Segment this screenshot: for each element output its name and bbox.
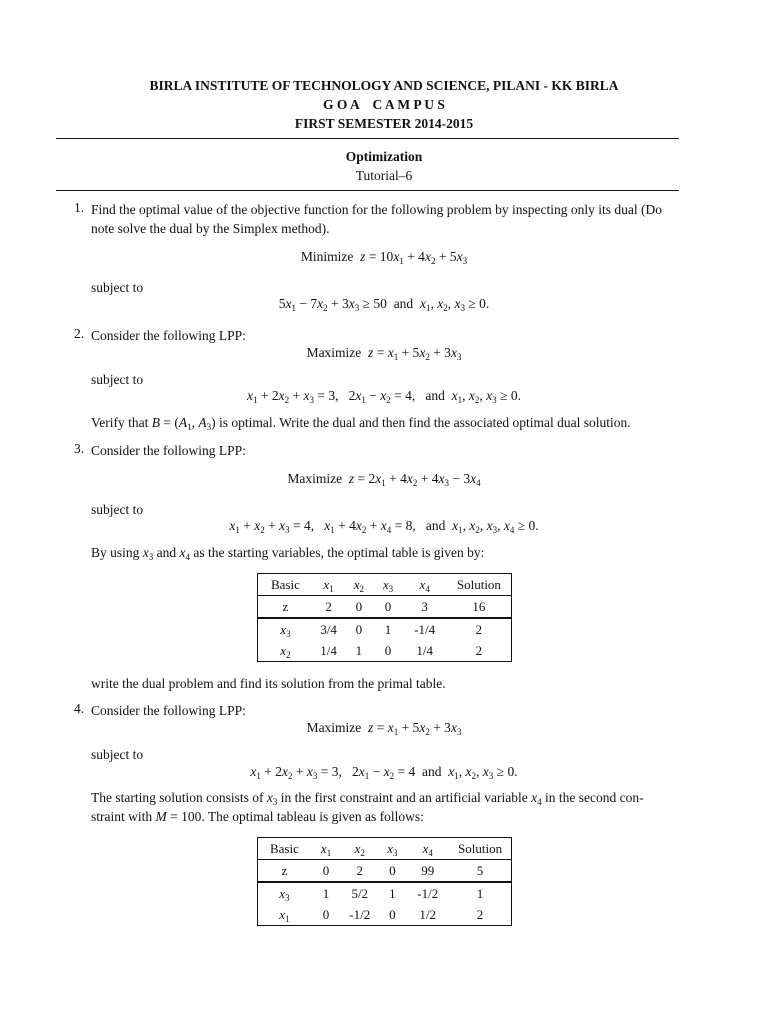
problem-2-verify: Verify that $B = (A_1$, $A_3$) is optimal. Write the dual and then find the associated optimal dual solution.	[91, 415, 631, 432]
problem-2-subject-to: subject to	[91, 372, 144, 387]
problem-3-by-using: By using $x_3$ and $x_4$ as the starting variables, the optimal table is given by:	[91, 545, 485, 562]
problem-3-constraints: $x_1 + x_2 + x_3 = 4$, $x_1 + 4x_2 + x_4 = 8$, and $x_1$, $x_2$, $x_3$, $x_4 \ge 0$.	[229, 518, 539, 535]
table-cell: -1/2	[406, 882, 449, 904]
table-cell: 0	[311, 904, 341, 926]
table-header-cell: $x_4$	[403, 574, 447, 596]
problem-4-table	[257, 837, 512, 926]
table-cell: $x_1$	[258, 904, 311, 926]
table-row	[258, 860, 512, 883]
problem-3-number: 3.	[74, 441, 85, 456]
table-header-row	[258, 838, 512, 860]
table-row	[258, 596, 512, 619]
table-header-cell: $x_1$	[313, 574, 344, 596]
table-cell: 1/2	[406, 904, 449, 926]
table-cell: 3/4	[313, 618, 344, 640]
table-cell: 1	[373, 618, 402, 640]
header-rule	[56, 138, 679, 139]
problem-2-text: Consider the following LPP:	[91, 328, 246, 343]
table-cell: 1	[311, 882, 341, 904]
table-header-cell: Basic	[258, 574, 313, 596]
table-cell: 5/2	[341, 882, 378, 904]
table-cell: 0	[378, 860, 406, 883]
table-cell: 0	[373, 596, 402, 619]
table-header-row	[258, 574, 512, 596]
problem-3-after-table: write the dual problem and find its solution from the primal table.	[91, 676, 446, 691]
table-header-cell: Solution	[449, 838, 511, 860]
table-cell: 99	[406, 860, 449, 883]
table-cell: 2	[341, 860, 378, 883]
table-cell: -1/2	[341, 904, 378, 926]
table-cell: 0	[344, 596, 373, 619]
table-cell: 3	[403, 596, 447, 619]
table-cell: $x_3$	[258, 618, 313, 640]
table-row	[258, 882, 512, 904]
table-cell: 1/4	[313, 640, 344, 662]
table-cell: 5	[449, 860, 511, 883]
problem-3-text: Consider the following LPP:	[91, 443, 246, 458]
problem-4-number: 4.	[74, 701, 85, 716]
problem-4-constraints: $x_1 + 2x_2 + x_3 = 3$, $2x_1 - x_2 = 4$ and $x_1$, $x_2$, $x_3 \ge 0$.	[250, 764, 518, 781]
table-row	[258, 904, 512, 926]
problem-2-constraints: $x_1 + 2x_2 + x_3 = 3$, $2x_1 - x_2 = 4$, and $x_1$, $x_2$, $x_3 \ge 0$.	[247, 388, 521, 405]
institute-name: BIRLA INSTITUTE OF TECHNOLOGY AND SCIENCE, PILANI - KK BIRLA	[149, 78, 619, 93]
table-row	[258, 618, 512, 640]
table-cell: 16	[447, 596, 512, 619]
table-cell: 0	[373, 640, 402, 662]
table-cell: $x_2$	[258, 640, 313, 662]
problem-4-starting-solution: The starting solution consists of $x_3$ in the first constraint and an artificial variable $x_4$ in the second con- straint with M = 100. The optimal tableau is given as follows:	[91, 790, 644, 824]
table-cell: 0	[344, 618, 373, 640]
table-cell: 1/4	[403, 640, 447, 662]
title-rule	[56, 190, 679, 191]
problem-2-number: 2.	[74, 326, 85, 341]
table-header-cell: Solution	[447, 574, 512, 596]
table-cell: 0	[311, 860, 341, 883]
problem-3-objective: Maximize $z = 2x_1 + 4x_2 + 4x_3 - 3x_4$	[287, 471, 481, 488]
table-cell: 1	[344, 640, 373, 662]
table-header-cell: $x_2$	[344, 574, 373, 596]
problem-1-number: 1.	[74, 200, 85, 215]
table-cell: 2	[449, 904, 511, 926]
table-cell: 1	[449, 882, 511, 904]
table-cell: 2	[447, 618, 512, 640]
table-cell: z	[258, 596, 313, 619]
problem-1-text: Find the optimal value of the objective function for the following problem by inspecting only its dual (Do note solve the dual by the Simplex method).	[91, 202, 663, 236]
problem-2-objective: Maximize $z = x_1 + 5x_2 + 3x_3$	[306, 345, 462, 362]
table-cell: z	[258, 860, 311, 883]
table-header-cell: $x_1$	[311, 838, 341, 860]
problem-4-objective: Maximize $z = x_1 + 5x_2 + 3x_3$	[306, 720, 462, 737]
campus-name: G O A C A M P U S	[323, 97, 445, 112]
problem-1-constraints: $5x_1 - 7x_2 + 3x_3 \ge 50$ and $x_1$, $x_2$, $x_3 \ge 0$.	[278, 296, 490, 313]
problem-3-table	[257, 573, 512, 662]
problem-1-subject-to: subject to	[91, 280, 144, 295]
table-cell: 0	[378, 904, 406, 926]
table-header-cell: $x_4$	[406, 838, 449, 860]
table-cell: 2	[447, 640, 512, 662]
problem-4-text: Consider the following LPP:	[91, 703, 246, 718]
table-header-cell: $x_3$	[378, 838, 406, 860]
table-cell: -1/4	[403, 618, 447, 640]
table-header-cell: Basic	[258, 838, 311, 860]
table-cell: 2	[313, 596, 344, 619]
table-cell: $x_3$	[258, 882, 311, 904]
course-title: Optimization	[345, 149, 423, 164]
table-cell: 1	[378, 882, 406, 904]
table-row	[258, 640, 512, 662]
problem-4-subject-to: subject to	[91, 747, 144, 762]
problem-3-subject-to: subject to	[91, 502, 144, 517]
tutorial-number: Tutorial–6	[355, 168, 413, 183]
table-header-cell: $x_3$	[373, 574, 402, 596]
table-header-cell: $x_2$	[341, 838, 378, 860]
semester: FIRST SEMESTER 2014-2015	[294, 116, 474, 131]
problem-1-objective: Minimize $z = 10x_1 + 4x_2 + 5x_3$	[300, 249, 468, 266]
